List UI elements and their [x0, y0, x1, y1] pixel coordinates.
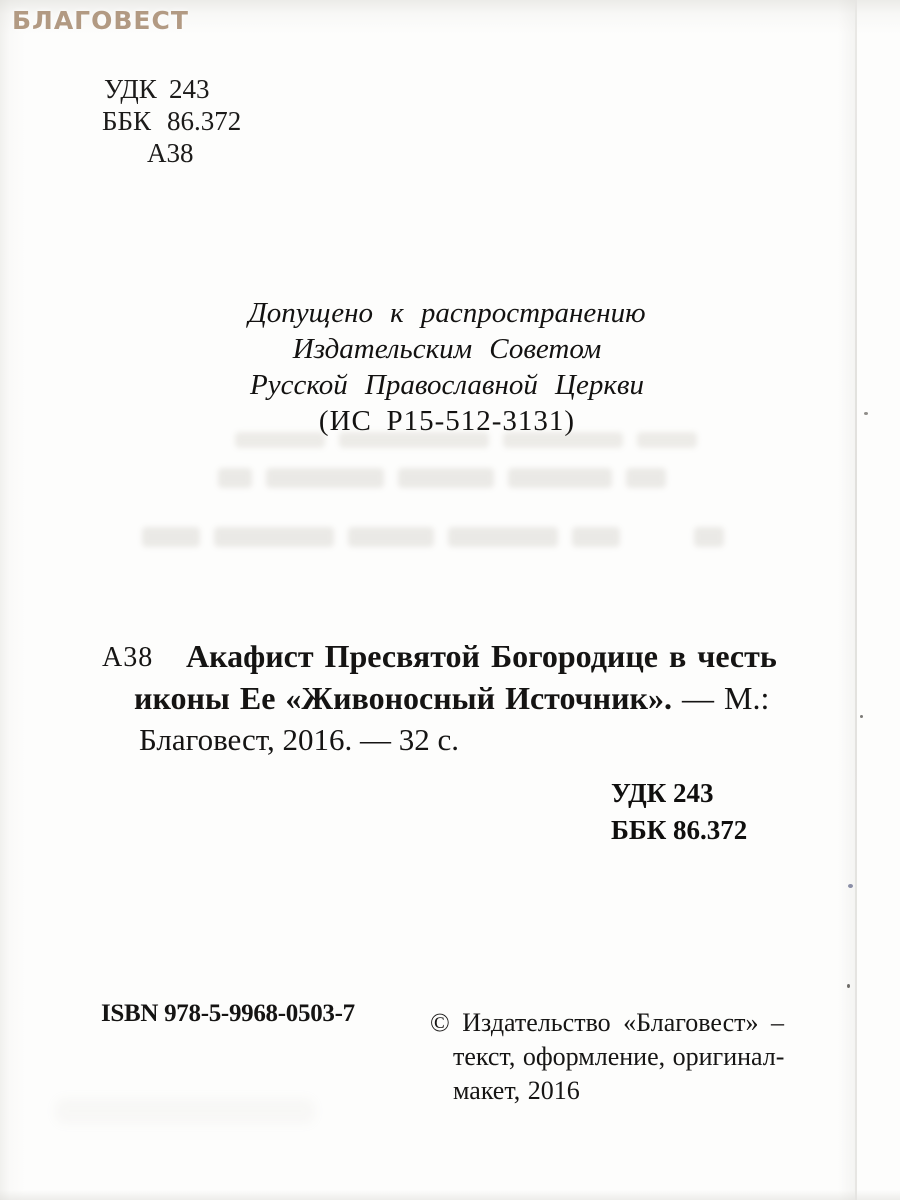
permission-line-1: Допущено к распространению [248, 297, 646, 329]
udk-value: 243 [169, 74, 210, 104]
publisher-logo: БЛАГОВЕСТ [12, 6, 189, 35]
entry-title-bold: иконы Ее «Живоносный Источник». [134, 680, 672, 716]
udk-right: УДК 243 [611, 778, 714, 808]
bleed-through-artifact [218, 468, 666, 488]
dust-speck [847, 984, 850, 988]
scan-smudge [55, 1098, 315, 1124]
entry-author-sign: А38 [102, 642, 154, 673]
author-sign: А38 [147, 138, 194, 168]
copyright-block [430, 1006, 784, 1108]
bbk-right: ББК 86.372 [611, 815, 748, 845]
bleed-through-artifact [235, 432, 697, 448]
page-edge-seam [855, 0, 857, 1200]
copyright-line-1: © Издательство «Благовест» – [430, 1008, 784, 1037]
bleed-through-artifact [142, 527, 724, 547]
entry-imprint-line: Благовест, 2016. — 32 с. [139, 722, 460, 757]
dust-speck [864, 412, 868, 415]
classification-right-block [611, 775, 747, 849]
permission-block [97, 295, 797, 439]
bbk-label: ББК [102, 106, 152, 136]
entry-title-line-1: Акафист Пресвятой Богородице в честь [186, 638, 777, 674]
permission-line-2: Издательским Советом [292, 333, 602, 365]
page-edge-shadow [838, 0, 855, 1200]
bbk-value: 86.372 [167, 106, 242, 136]
dust-speck [860, 715, 863, 718]
permission-line-3: Русской Православной Церкви [250, 369, 644, 401]
udk-label: УДК [104, 74, 157, 104]
entry-title-line-2 [134, 682, 769, 714]
entry-imprint-city: — М.: [671, 680, 770, 716]
copyright-line-3: макет, 2016 [453, 1076, 580, 1105]
isbn-number: ISBN 978-5-9968-0503-7 [101, 1000, 355, 1027]
permission-approval-number: (ИС Р15-512-3131) [318, 405, 576, 437]
dust-speck [848, 884, 853, 888]
copyright-line-2: текст, оформление, оригинал- [453, 1042, 785, 1071]
